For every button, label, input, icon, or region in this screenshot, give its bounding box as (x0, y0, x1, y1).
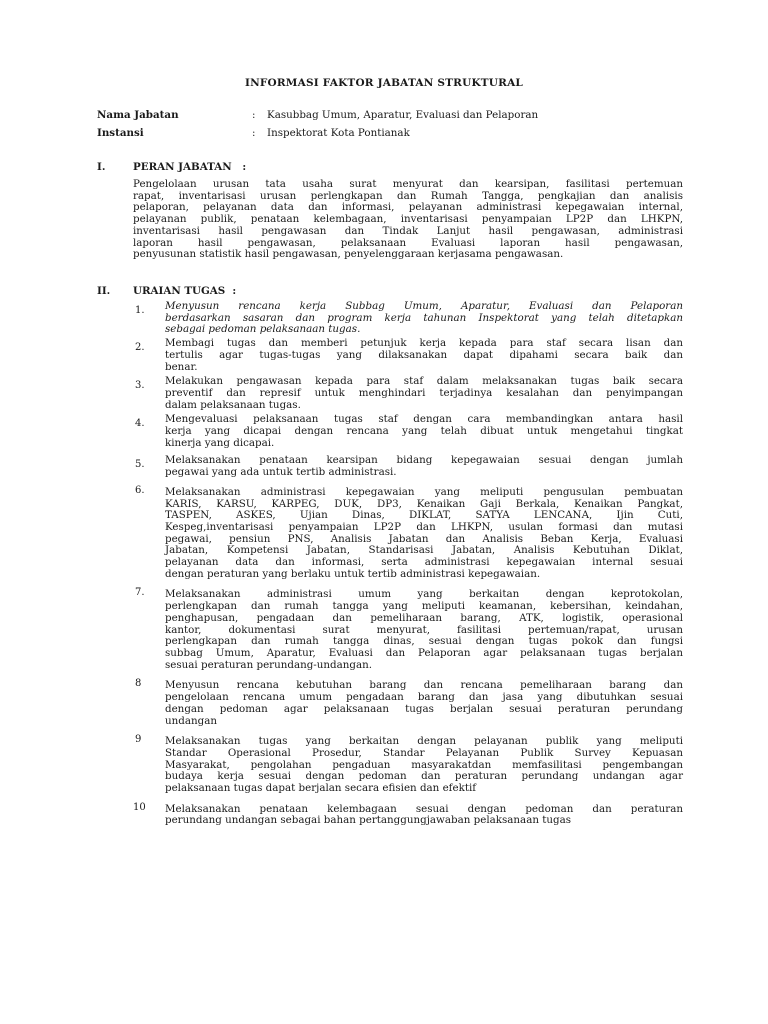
item-text (165, 338, 683, 373)
list-item (133, 736, 683, 795)
text-line: undangan (165, 714, 217, 727)
info-separator: : (252, 127, 256, 139)
text-line: sesuai peraturan perundang-undangan. (165, 658, 373, 671)
text-line: Melakukan pengawasan kepada para staf dalam melaksanakan tugas baik secara (165, 375, 683, 388)
text-line: penghapusan, pengadaan dan pemeliharaan barang, ATK, logistik, operasional (165, 611, 683, 624)
document-title: INFORMASI FAKTOR JABATAN STRUKTURAL (244, 77, 524, 89)
text-line: kinerja yang dicapai. (165, 436, 275, 449)
item-text (165, 301, 683, 336)
peran-jabatan-paragraph (133, 179, 683, 261)
item-text (165, 455, 683, 478)
text-line: pelayanan publik, penataan kelembagaan, inventarisasi penyampaian LP2P dan LHKPN, (133, 213, 683, 226)
text-line: pelayanan data dan informasi, serta administrasi kepegawaian internal sesuai (165, 556, 683, 569)
text-line: pegawai, pensiun PNS, Analisis Jabatan dan Analisis Beban Kerja, Evaluasi (165, 532, 683, 545)
text-line: pengelolaan rencana umum pengadaan barang dan jasa yang dibutuhkan sesuai (165, 691, 683, 704)
item-text (165, 589, 683, 671)
item-text (165, 376, 683, 411)
info-label: Instansi (97, 127, 144, 139)
text-line: preventif dan represif untuk menghindari terjadinya kesalahan dan penyimpangan (165, 386, 683, 399)
text-line: subbag Umum, Aparatur, Evaluasi dan Pelaporan agar pelaksanaan tugas berjalan (165, 646, 683, 659)
list-item (133, 301, 683, 336)
text-line: perlengkapan dan rumah tangga dinas, sesuai dengan tugas pokok dan fungsi (165, 635, 683, 648)
text-line: Menyusun rencana kerja Subbag Umum, Aparatur, Evaluasi dan Pelaporan (165, 300, 683, 312)
info-label: Nama Jabatan (97, 109, 179, 121)
info-value: Kasubbag Umum, Aparatur, Evaluasi dan Pelaporan (267, 109, 539, 121)
item-number: 1. (135, 305, 145, 316)
text-line: laporan hasil pengawasan, pelaksanaan Evaluasi laporan hasil pengawasan, (133, 236, 683, 249)
list-item (133, 801, 683, 827)
text-line: kantor, dokumentasi surat menyurat, fasilitasi pertemuan/rapat, urusan (165, 623, 683, 636)
text-line: Menyusun rencana kebutuhan barang dan rencana pemeliharaan barang dan (165, 679, 683, 692)
text-line: Masyarakat, pengolahan pengaduan masyarakatdan memfasilitasi pengembangan (165, 758, 683, 771)
text-line: dalam pelaksanaan tugas. (165, 398, 301, 411)
text-line: pegawai yang ada untuk tertib administrasi. (165, 466, 397, 479)
item-text (165, 680, 683, 727)
item-number: 4. (135, 418, 145, 430)
section-heading: URAIAN TUGAS : (133, 285, 237, 297)
text-line: sebagai pedoman pelaksanaan tugas. (165, 323, 361, 336)
text-line: rapat, inventarisasi urusan perlengkapan dan Rumah Tangga, pengkajian dan analisis (133, 189, 683, 202)
text-line: pelaksanaan tugas dapat berjalan secara efisien dan efektif (165, 782, 477, 795)
text-line: KARIS, KARSU, KARPEG, DUK, DP3, Kenaikan Gaji Berkala, Kenaikan Pangkat, (165, 497, 683, 510)
text-line: benar. (165, 360, 198, 373)
text-line: Standar Operasional Prosedur, Standar Pelayanan Publik Survey Kepuasan (165, 746, 683, 759)
text-line: Mengevaluasi pelaksanaan tugas staf dengan cara membandingkan antara hasil (165, 413, 683, 426)
item-text (165, 804, 683, 827)
text-line: penyusunan statistik hasil pengawasan, penyelenggaraan kerjasama pengawasan. (133, 248, 564, 261)
list-item (133, 376, 683, 411)
text-line: inventarisasi hasil pengawasan dan Tindak Lanjut hasil pengawasan, administrasi (133, 224, 683, 237)
text-line: Melaksanakan penataan kelembagaan sesuai dengan pedoman dan peraturan (165, 802, 683, 815)
text-line: Melaksanakan administrasi umum yang berkaitan dengan keprotokolan, (165, 588, 683, 601)
list-item (133, 589, 683, 671)
text-line: kerja yang dicapai dengan rencana yang telah dibuat untuk mengetahui tingkat (165, 425, 683, 438)
info-separator: : (252, 109, 256, 121)
text-line: TASPEN, ASKES, Ujian Dinas, DIKLAT, SATYA LENCANA, Ijin Cuti, (165, 509, 683, 522)
section-heading: PERAN JABATAN : (133, 161, 247, 173)
list-item (133, 680, 683, 727)
text-line: Jabatan, Kompetensi Jabatan, Standarisasi Jabatan, Analisis Kebutuhan Diklat, (165, 544, 683, 557)
text-line: perlengkapan dan rumah tangga yang meliputi keamanan, kebersihan, keindahan, (165, 600, 683, 613)
list-item (133, 338, 683, 373)
text-line: Melaksanakan administrasi kepegawaian yang meliputi pengusulan pembuatan (165, 485, 683, 498)
uraian-tugas-list (133, 301, 683, 827)
section-number: II. (97, 285, 111, 297)
text-line: perundang undangan sebagai bahan pertanggungjawaban pelaksanaan tugas (165, 814, 572, 827)
item-text (165, 487, 683, 581)
text-line: Melaksanakan penataan kearsipan bidang kepegawaian sesuai dengan jumlah (165, 454, 683, 467)
item-number: 6. (135, 484, 145, 496)
text-line: Membagi tugas dan memberi petunjuk kerja kepada para staf secara lisan dan (165, 337, 683, 350)
text-line: dengan pedoman agar pelaksanaan tugas berjalan sesuai peraturan perundang (165, 702, 683, 715)
text-line: berdasarkan sasaran dan program kerja tahunan Inspektorat yang telah ditetapkan (165, 311, 683, 324)
item-number: 8 (135, 678, 142, 690)
item-number: 10 (133, 801, 146, 813)
text-line: pelaporan, pelayanan data dan informasi, pelayanan administrasi kepegawaian internal, (133, 201, 683, 214)
item-number: 5. (135, 459, 145, 471)
text-line: Kespeg,inventarisasi penyampaian LP2P dan LHKPN, usulan formasi dan mutasi (165, 520, 683, 533)
item-text (165, 414, 683, 449)
item-number: 9 (135, 734, 142, 746)
text-line: Pengelolaan urusan tata usaha surat menyurat dan kearsipan, fasilitasi pertemuan (133, 178, 683, 190)
text-line: tertulis agar tugas-tugas yang dilaksanakan dapat dipahami secara baik dan (165, 348, 683, 361)
item-number: 2. (135, 342, 145, 354)
item-text (165, 736, 683, 795)
item-number: 7. (135, 587, 145, 599)
item-number: 3. (135, 380, 145, 392)
section-number: I. (97, 161, 106, 173)
text-line: budaya kerja sesuai dengan pedoman dan peraturan perundang undangan agar (165, 770, 683, 783)
list-item (133, 455, 683, 478)
text-line: dengan peraturan yang berlaku untuk tertib administrasi kepegawaian. (165, 567, 541, 580)
text-line: Melaksanakan tugas yang berkaitan dengan pelayanan publik yang meliputi (165, 735, 683, 748)
list-item (133, 414, 683, 449)
info-value: Inspektorat Kota Pontianak (267, 127, 410, 139)
list-item (133, 484, 683, 581)
